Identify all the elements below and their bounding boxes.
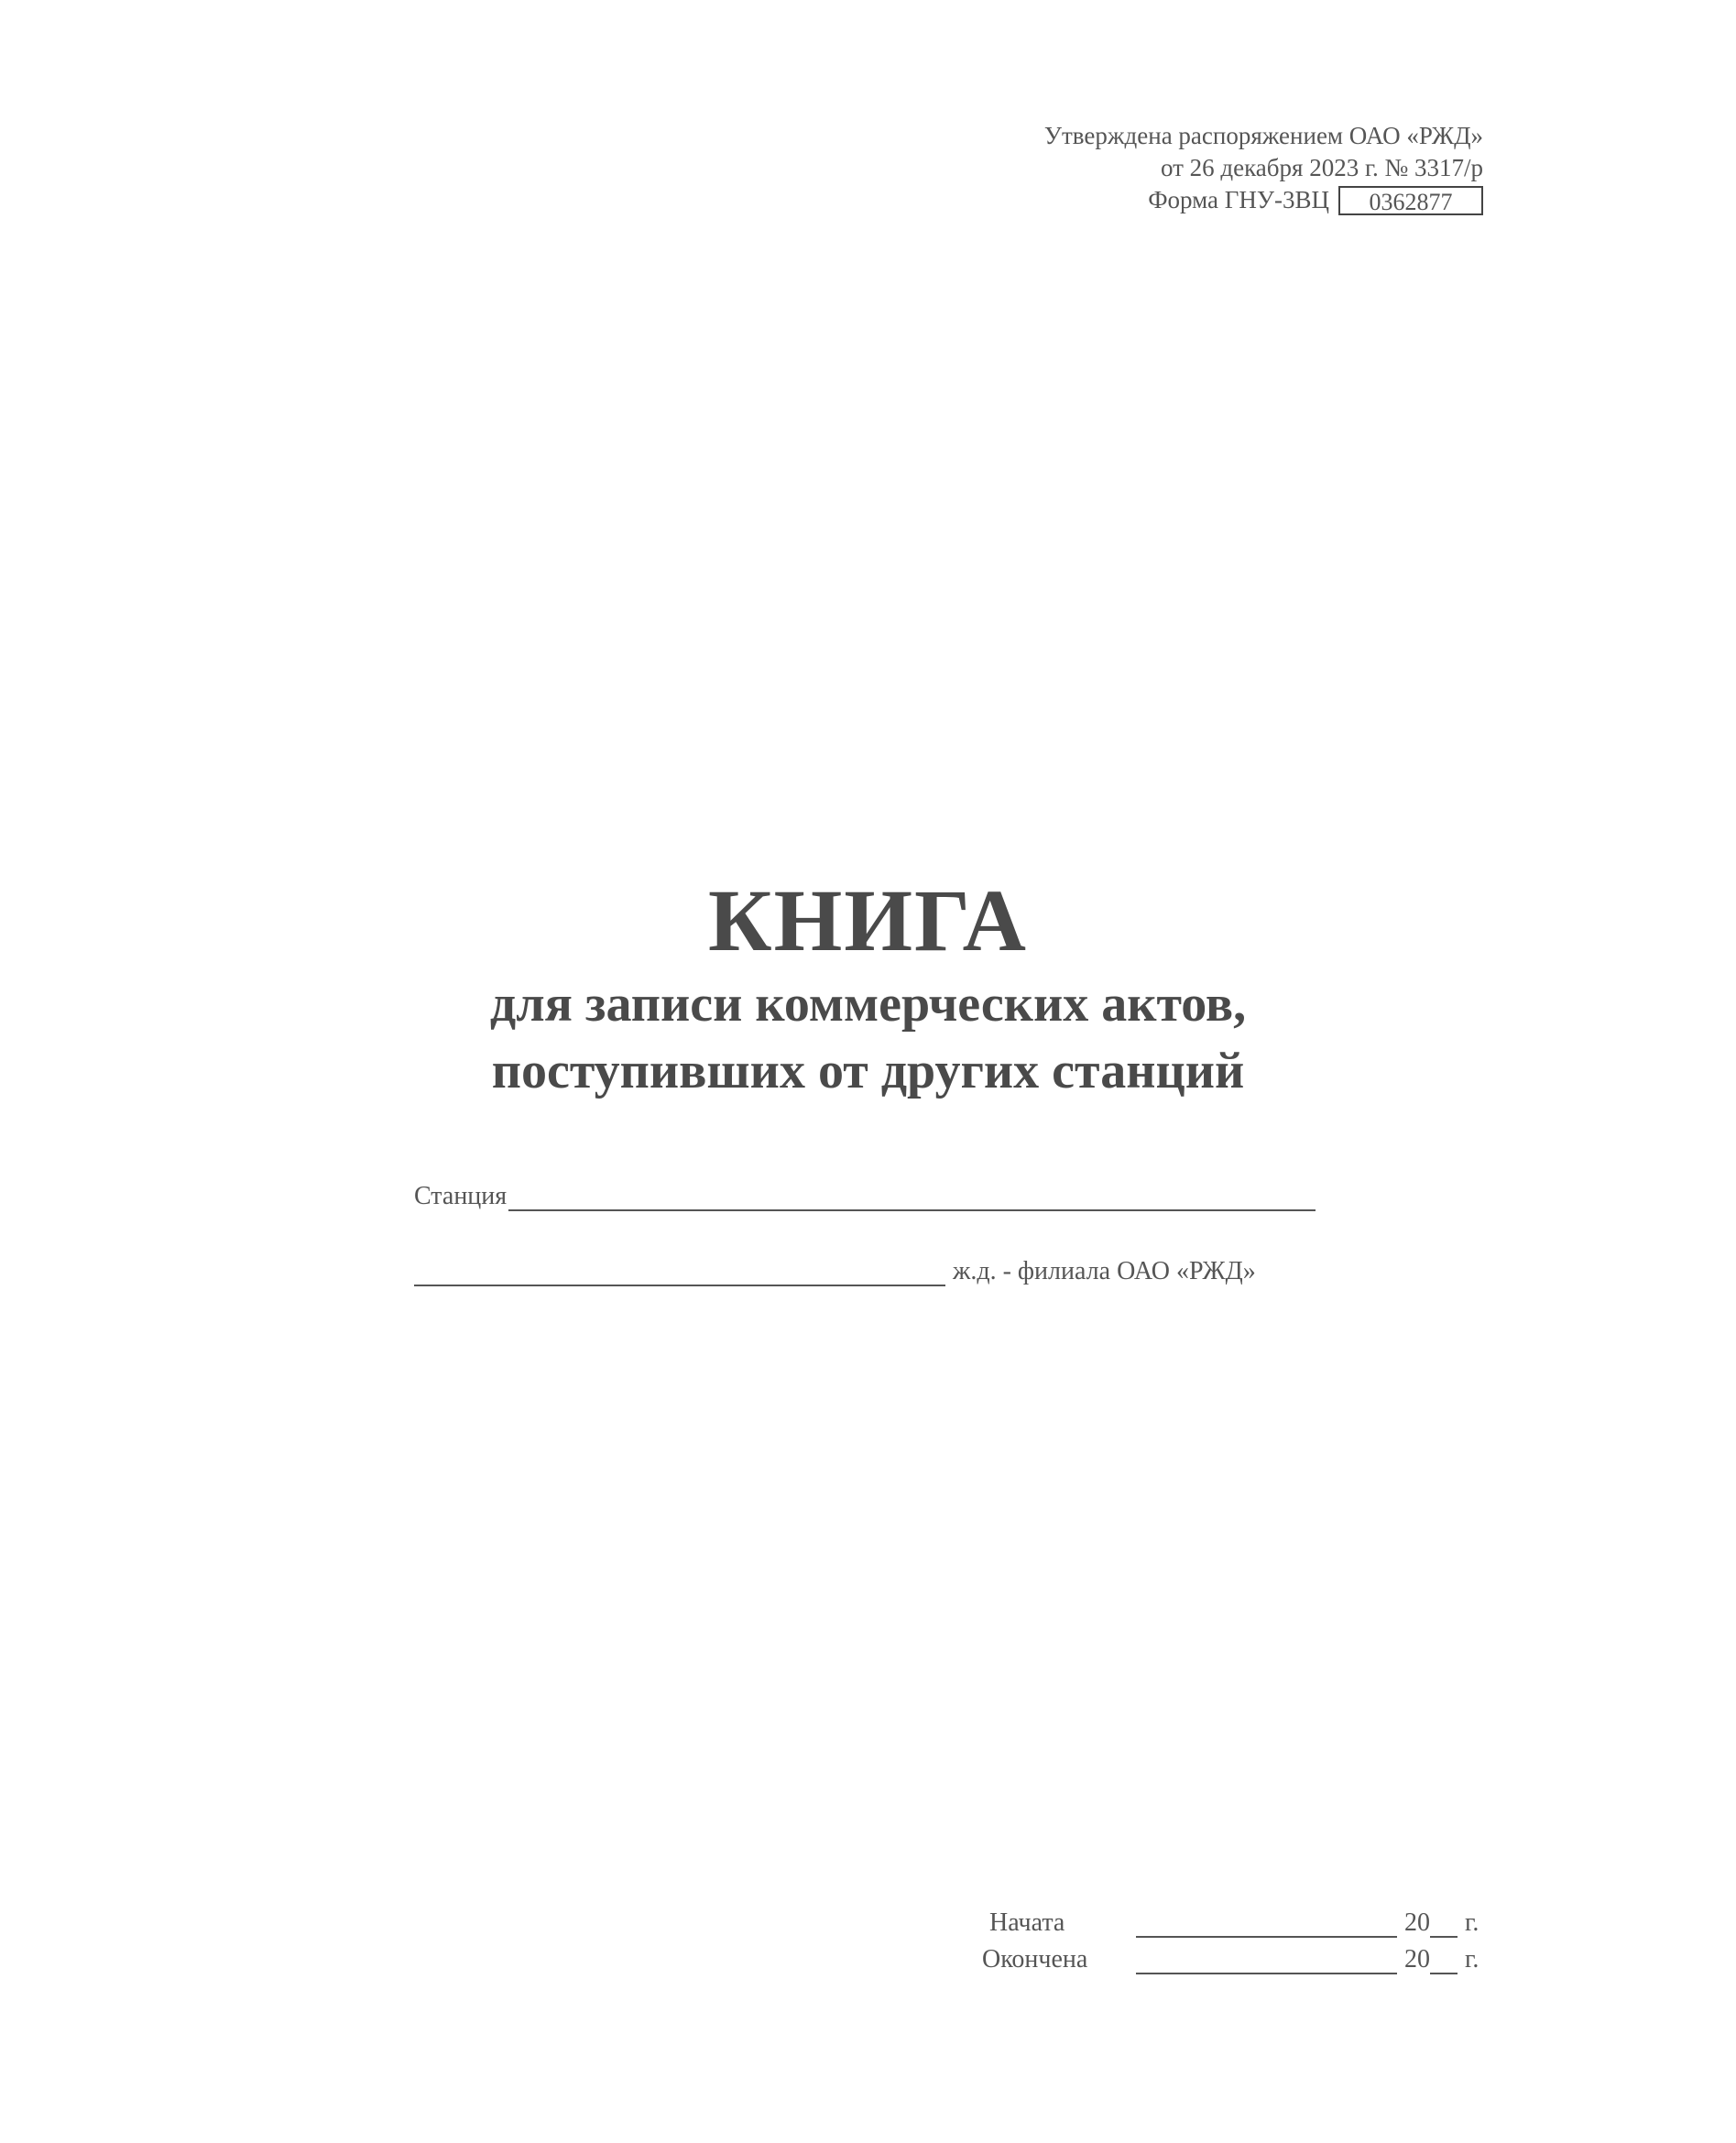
form-row bbox=[1044, 184, 1483, 216]
ended-year-blank[interactable] bbox=[1430, 1949, 1458, 1974]
started-year-prefix: 20 bbox=[1404, 1908, 1430, 1937]
railway-suffix: ж.д. - филиала ОАО «РЖД» bbox=[953, 1257, 1256, 1285]
ended-row bbox=[982, 1938, 1489, 1974]
approval-line-2: от 26 декабря 2023 г. № 3317/р bbox=[1160, 154, 1483, 181]
form-label: Форма ГНУ-3ВЦ bbox=[1148, 186, 1329, 213]
dates-block bbox=[982, 1901, 1489, 1974]
ended-year-prefix: 20 bbox=[1404, 1945, 1430, 1974]
station-blank-line[interactable] bbox=[508, 1182, 1316, 1211]
book-title: КНИГА bbox=[708, 871, 1028, 969]
title-block bbox=[0, 870, 1736, 1105]
railway-field bbox=[414, 1250, 1316, 1286]
book-subtitle-line-2: поступивших от других станций bbox=[491, 1043, 1245, 1099]
started-row bbox=[989, 1901, 1489, 1938]
started-year-suffix: г. bbox=[1465, 1908, 1479, 1937]
started-label: Начата bbox=[989, 1908, 1065, 1937]
ended-label: Окончена bbox=[982, 1945, 1088, 1974]
ended-date-line[interactable] bbox=[1136, 1947, 1397, 1974]
station-label: Станция bbox=[414, 1182, 508, 1210]
book-subtitle-line-1: для записи коммерческих актов, bbox=[489, 976, 1247, 1033]
ended-year-suffix: г. bbox=[1465, 1945, 1479, 1974]
approval-line-1: Утверждена распоряжением ОАО «РЖД» bbox=[1043, 122, 1483, 149]
started-date-line[interactable] bbox=[1136, 1910, 1397, 1938]
started-year-blank[interactable] bbox=[1430, 1912, 1458, 1938]
station-field bbox=[414, 1175, 1316, 1211]
form-code-box: 0362877 bbox=[1338, 186, 1483, 215]
approval-block bbox=[1044, 120, 1483, 216]
railway-blank-line[interactable] bbox=[414, 1257, 945, 1286]
